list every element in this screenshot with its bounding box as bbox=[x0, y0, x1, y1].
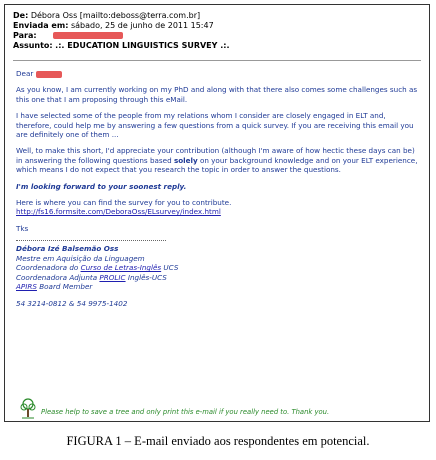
subject-label: Assunto: bbox=[13, 41, 53, 50]
survey-intro: Here is where you can find the survey for you to contribute. bbox=[16, 198, 232, 208]
subject-row bbox=[13, 41, 230, 51]
signature-line-2-prefix: Coordenadora do bbox=[16, 263, 81, 273]
paragraph-3-bold: solely bbox=[173, 155, 198, 165]
signature-divider bbox=[16, 240, 166, 241]
header-divider bbox=[13, 60, 421, 61]
apirs-link[interactable]: APIRS bbox=[16, 281, 37, 291]
sent-label: Enviada em: bbox=[13, 21, 69, 30]
signature-name: Débora Izé Balsemão Oss bbox=[16, 244, 119, 254]
signature-line-3-prefix: Coordenadora Adjunta bbox=[16, 272, 100, 282]
paragraph-3-part-a: Well, to make this short, I'd appreciate your contribution (although I'm aware of how hectic these days can be) in answering the following questions based bbox=[16, 146, 415, 165]
thanks-line: Tks bbox=[16, 223, 29, 233]
signature bbox=[16, 244, 421, 308]
to-label: Para: bbox=[13, 31, 37, 40]
paragraph-5 bbox=[16, 198, 421, 217]
email-footer bbox=[15, 397, 415, 419]
course-link[interactable]: Curso de Letras-Inglês bbox=[80, 263, 162, 273]
signature-line-4 bbox=[16, 282, 421, 291]
signature-phone: 54 3214-0812 & 54 9975-1402 bbox=[16, 299, 128, 309]
email-screenshot bbox=[4, 4, 430, 422]
subject-value: .:. EDUCATION LINGUISTICS SURVEY .:. bbox=[55, 41, 230, 50]
signature-line-3 bbox=[16, 273, 421, 282]
greeting-line bbox=[16, 69, 421, 78]
survey-link[interactable]: http://fs16.formsite.com/DeboraOss/ELsurvey/index.html bbox=[16, 207, 221, 217]
signature-line-2-suffix: UCS bbox=[161, 263, 179, 273]
signature-line-3-suffix: Inglês-UCS bbox=[125, 272, 167, 282]
sent-value: sábado, 25 de junho de 2011 15:47 bbox=[70, 21, 214, 30]
from-row bbox=[13, 11, 230, 21]
figure-caption: FIGURA 1 – E-mail enviado aos respondentes em potencial. bbox=[66, 434, 370, 448]
greeting: Dear bbox=[16, 69, 34, 78]
paragraph-3-part-b: on your background knowledge and on your ELT experience, which means I do not expect that you research the topic in order to answer the questions. bbox=[16, 155, 418, 175]
prolic-link[interactable]: PROLIC bbox=[99, 272, 126, 282]
redacted-recipient bbox=[53, 32, 123, 39]
paragraph-1: As you know, I am currently working on my PhD and along with that there also comes some challenges such as this one that I am proposing through this eMail. bbox=[16, 85, 418, 104]
email-body bbox=[16, 69, 421, 309]
email-header bbox=[13, 11, 230, 51]
sent-row bbox=[13, 21, 230, 31]
from-value: Débora Oss [mailto:deboss@terra.com.br] bbox=[30, 11, 201, 20]
paragraph-2: I have selected some of the people from my relations whom I consider are closely engaged in ELT and, therefore, could help me by answering a few questions from a quick survey. If you are receiving this email you are definitely one of them ... bbox=[16, 111, 414, 140]
signature-line-2 bbox=[16, 263, 421, 272]
redacted-name bbox=[36, 71, 62, 78]
to-row bbox=[13, 31, 230, 41]
signature-line-1: Mestre em Aquisição da Linguagem bbox=[16, 253, 145, 263]
footer-note: Please help to save a tree and only print this e-mail if you really need to. Thank you. bbox=[41, 408, 330, 416]
paragraph-4: I'm looking forward to your soonest reply. bbox=[16, 181, 187, 191]
paragraph-3 bbox=[16, 146, 421, 174]
tree-icon bbox=[19, 397, 37, 423]
signature-line-4-suffix: Board Member bbox=[36, 281, 93, 291]
from-label: De: bbox=[13, 11, 29, 20]
